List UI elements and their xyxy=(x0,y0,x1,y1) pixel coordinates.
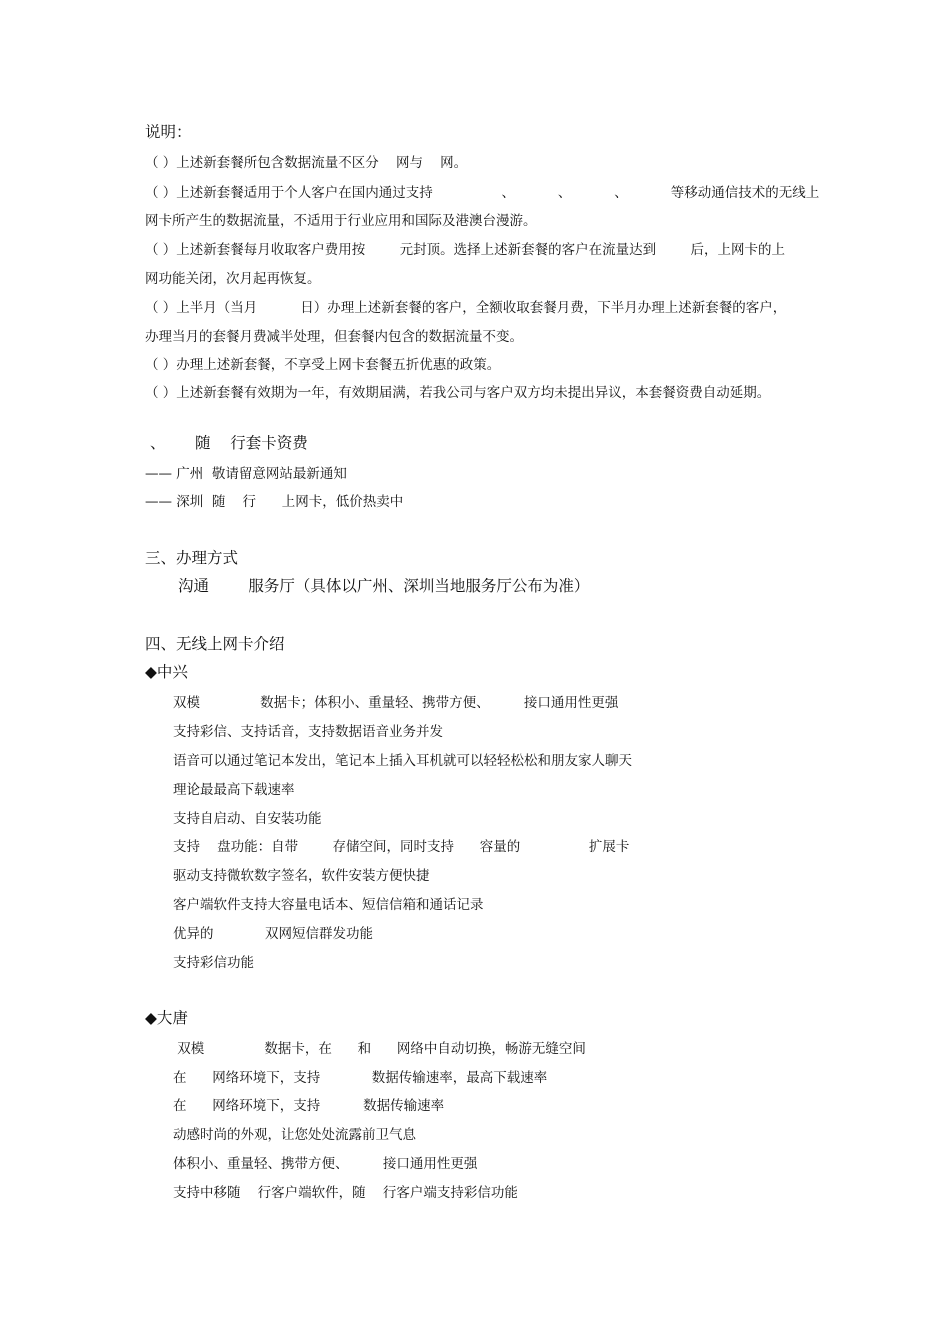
zte-feature: 双模 数据卡；体积小、重量轻、携带方便、 接口通用性更强 xyxy=(173,695,619,711)
zte-feature: 客户端软件支持大容量电话本、短信信箱和通话记录 xyxy=(173,897,484,913)
section3-line: 沟通 服务厅（具体以广州、深圳当地服务厅公布为准） xyxy=(178,577,590,595)
zte-feature: 支持自启动、自安装功能 xyxy=(173,811,322,827)
note-line: （ ）办理上述新套餐，不享受上网卡套餐五折优惠的政策。 xyxy=(145,357,501,373)
section4-heading: 四、无线上网卡介绍 xyxy=(145,635,285,653)
note-line: （ ）上述新套餐有效期为一年，有效期届满，若我公司与客户双方均未提出异议，本套餐资费自动延期。 xyxy=(145,385,771,401)
notes-heading: 说明： xyxy=(145,123,192,141)
note-line: 网功能关闭，次月起再恢复。 xyxy=(145,271,321,287)
zte-feature: 语音可以通过笔记本发出，笔记本上插入耳机就可以轻轻松松和朋友家人聊天 xyxy=(173,753,632,769)
datang-feature: 在 网络环境下，支持 数据传输速率 xyxy=(173,1098,445,1114)
zte-feature: 优异的 双网短信群发功能 xyxy=(173,926,373,942)
section2-line-shenzhen: —— 深圳 随 行 上网卡，低价热卖中 xyxy=(145,494,404,510)
zte-feature: 支持彩信、支持话音，支持数据语音业务并发 xyxy=(173,724,443,740)
zte-heading: ◆中兴 xyxy=(145,663,188,681)
datang-feature: 双模 数据卡，在 和 网络中自动切换，畅游无缝空间 xyxy=(173,1041,586,1057)
datang-feature: 体积小、重量轻、携带方便、 接口通用性更强 xyxy=(173,1156,478,1172)
note-line: 网卡所产生的数据流量，不适用于行业应用和国际及港澳台漫游。 xyxy=(145,213,537,229)
datang-feature: 在 网络环境下，支持 数据传输速率，最高下载速率 xyxy=(173,1070,548,1086)
note-line: （ ）上述新套餐适用于个人客户在国内通过支持 、 、 、 等移动通信技术的无线上 xyxy=(145,185,820,201)
datang-feature: 动感时尚的外观，让您处处流露前卫气息 xyxy=(173,1127,416,1143)
zte-feature: 驱动支持微软数字签名，软件安装方便快捷 xyxy=(173,868,430,884)
section3-heading: 三、办理方式 xyxy=(145,549,239,567)
zte-feature: 支持彩信功能 xyxy=(173,955,254,971)
section2-line-guangzhou: —— 广州 敬请留意网站最新通知 xyxy=(145,466,347,482)
section2-heading: 、 随 行套卡资费 xyxy=(150,434,308,452)
datang-heading: ◆大唐 xyxy=(145,1009,188,1027)
zte-feature: 理论最最高下载速率 xyxy=(173,782,295,798)
datang-feature: 支持中移随 行客户端软件，随 行客户端支持彩信功能 xyxy=(173,1185,518,1201)
note-line: （ ）上述新套餐每月收取客户费用按 元封顶。选择上述新套餐的客户在流量达到 后，上网卡的上 xyxy=(145,242,785,258)
note-line: （ ）上述新套餐所包含数据流量不区分 网与 网。 xyxy=(145,155,468,171)
zte-feature: 支持 盘功能：自带 存储空间，同时支持 容量的 扩展卡 xyxy=(173,839,630,855)
note-line: （ ）上半月（当月 日）办理上述新套餐的客户，全额收取套餐月费，下半月办理上述新套餐的客户， xyxy=(145,300,787,316)
note-line: 办理当月的套餐月费减半处理，但套餐内包含的数据流量不变。 xyxy=(145,329,523,345)
